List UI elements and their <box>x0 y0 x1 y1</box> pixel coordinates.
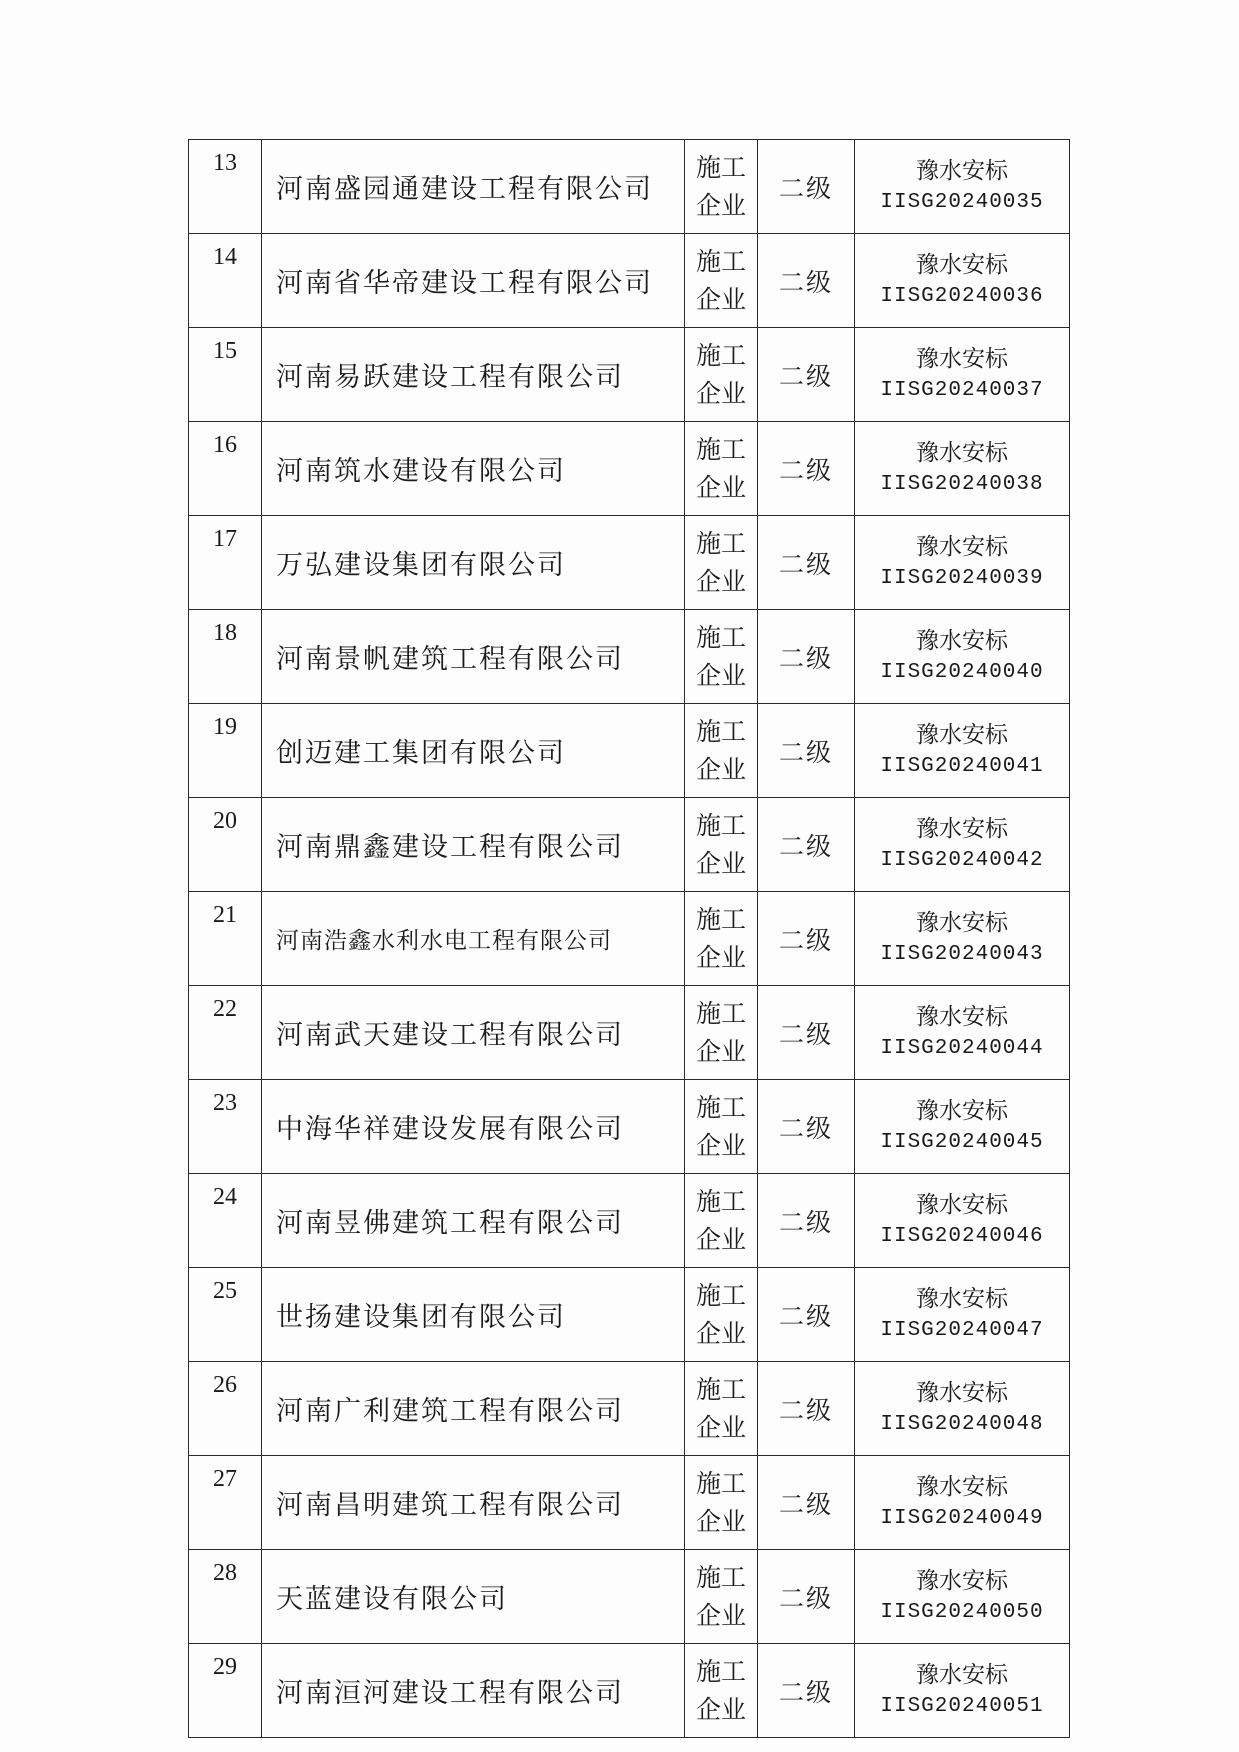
certificate-code: IISG20240050 <box>880 1600 1044 1624</box>
certificate-code: IISG20240040 <box>880 660 1044 684</box>
company-name: 创迈建工集团有限公司 <box>262 704 685 798</box>
enterprise-type-line2: 企业 <box>695 190 746 220</box>
row-number: 18 <box>189 610 262 704</box>
table-row <box>189 1362 1070 1456</box>
grade-level: 二级 <box>758 516 855 610</box>
grade-level: 二级 <box>758 140 855 234</box>
row-number: 28 <box>189 1550 262 1644</box>
company-name: 河南昱佛建筑工程有限公司 <box>262 1174 685 1268</box>
certificate-number <box>855 704 1070 798</box>
certificate-code: IISG20240035 <box>880 190 1044 214</box>
row-number: 16 <box>189 422 262 516</box>
enterprise-type-line2: 企业 <box>695 754 746 784</box>
certificate-prefix: 豫水安标 <box>916 157 1008 184</box>
company-name: 河南易跃建设工程有限公司 <box>262 328 685 422</box>
table-row <box>189 140 1070 234</box>
certificate-code: IISG20240041 <box>880 754 1044 778</box>
row-number: 29 <box>189 1644 262 1738</box>
certificate-prefix: 豫水安标 <box>916 345 1008 372</box>
table-row <box>189 1456 1070 1550</box>
certificate-code: IISG20240051 <box>880 1694 1044 1718</box>
company-name: 河南盛园通建设工程有限公司 <box>262 140 685 234</box>
certificate-prefix: 豫水安标 <box>916 1379 1008 1406</box>
row-number: 22 <box>189 986 262 1080</box>
row-number: 14 <box>189 234 262 328</box>
enterprise-type-line1: 施工 <box>695 1280 746 1310</box>
enterprise-type <box>685 1268 758 1362</box>
certificate-code: IISG20240044 <box>880 1036 1044 1060</box>
grade-level: 二级 <box>758 234 855 328</box>
certificate-code: IISG20240036 <box>880 284 1044 308</box>
enterprise-type-line1: 施工 <box>695 716 746 746</box>
certificate-code: IISG20240043 <box>880 942 1044 966</box>
company-name: 河南筑水建设有限公司 <box>262 422 685 516</box>
enterprise-type-line2: 企业 <box>695 1130 746 1160</box>
certificate-number <box>855 1174 1070 1268</box>
grade-level: 二级 <box>758 1174 855 1268</box>
grade-level: 二级 <box>758 1362 855 1456</box>
row-number: 27 <box>189 1456 262 1550</box>
certificate-code: IISG20240046 <box>880 1224 1044 1248</box>
enterprise-table <box>188 139 1070 1738</box>
enterprise-type <box>685 1644 758 1738</box>
table-row <box>189 704 1070 798</box>
enterprise-type <box>685 798 758 892</box>
certificate-code: IISG20240047 <box>880 1318 1044 1342</box>
enterprise-type <box>685 516 758 610</box>
enterprise-type-line2: 企业 <box>695 942 746 972</box>
certificate-number <box>855 328 1070 422</box>
enterprise-type-line2: 企业 <box>695 1600 746 1630</box>
enterprise-type-line2: 企业 <box>695 566 746 596</box>
row-number: 15 <box>189 328 262 422</box>
grade-level: 二级 <box>758 704 855 798</box>
company-name: 世扬建设集团有限公司 <box>262 1268 685 1362</box>
certificate-code: IISG20240048 <box>880 1412 1044 1436</box>
table-row <box>189 1174 1070 1268</box>
certificate-prefix: 豫水安标 <box>916 627 1008 654</box>
grade-level: 二级 <box>758 610 855 704</box>
enterprise-type-line2: 企业 <box>695 1694 746 1724</box>
certificate-number <box>855 986 1070 1080</box>
enterprise-type-line1: 施工 <box>695 528 746 558</box>
row-number: 19 <box>189 704 262 798</box>
enterprise-type-line2: 企业 <box>695 1036 746 1066</box>
company-name: 河南武天建设工程有限公司 <box>262 986 685 1080</box>
enterprise-type-line1: 施工 <box>695 434 746 464</box>
enterprise-type-line1: 施工 <box>695 1562 746 1592</box>
certificate-prefix: 豫水安标 <box>916 1285 1008 1312</box>
enterprise-type-line2: 企业 <box>695 1224 746 1254</box>
enterprise-type <box>685 892 758 986</box>
row-number: 26 <box>189 1362 262 1456</box>
certificate-code: IISG20240045 <box>880 1130 1044 1154</box>
enterprise-type-line2: 企业 <box>695 1506 746 1536</box>
grade-level: 二级 <box>758 1644 855 1738</box>
table-row <box>189 234 1070 328</box>
enterprise-type <box>685 1362 758 1456</box>
row-number: 23 <box>189 1080 262 1174</box>
enterprise-type-line1: 施工 <box>695 904 746 934</box>
certificate-prefix: 豫水安标 <box>916 1191 1008 1218</box>
enterprise-type <box>685 1456 758 1550</box>
enterprise-type-line2: 企业 <box>695 284 746 314</box>
table-row <box>189 328 1070 422</box>
enterprise-type <box>685 1550 758 1644</box>
certificate-code: IISG20240037 <box>880 378 1044 402</box>
certificate-prefix: 豫水安标 <box>916 1097 1008 1124</box>
grade-level: 二级 <box>758 1456 855 1550</box>
enterprise-type-line1: 施工 <box>695 998 746 1028</box>
certificate-number <box>855 1268 1070 1362</box>
grade-level: 二级 <box>758 328 855 422</box>
company-name: 河南洹河建设工程有限公司 <box>262 1644 685 1738</box>
company-name: 河南鼎鑫建设工程有限公司 <box>262 798 685 892</box>
enterprise-type-line1: 施工 <box>695 1656 746 1686</box>
table-row <box>189 892 1070 986</box>
grade-level: 二级 <box>758 1080 855 1174</box>
row-number: 20 <box>189 798 262 892</box>
enterprise-type-line2: 企业 <box>695 472 746 502</box>
certificate-code: IISG20240038 <box>880 472 1044 496</box>
enterprise-type-line2: 企业 <box>695 660 746 690</box>
enterprise-type <box>685 704 758 798</box>
certificate-number <box>855 798 1070 892</box>
table-row <box>189 1550 1070 1644</box>
grade-level: 二级 <box>758 1550 855 1644</box>
grade-level: 二级 <box>758 986 855 1080</box>
grade-level: 二级 <box>758 422 855 516</box>
company-name: 河南浩鑫水利水电工程有限公司 <box>262 892 685 986</box>
table-row <box>189 1268 1070 1362</box>
enterprise-type-line1: 施工 <box>695 622 746 652</box>
certificate-code: IISG20240039 <box>880 566 1044 590</box>
certificate-number <box>855 140 1070 234</box>
certificate-prefix: 豫水安标 <box>916 533 1008 560</box>
enterprise-type-line1: 施工 <box>695 152 746 182</box>
company-name: 河南广利建筑工程有限公司 <box>262 1362 685 1456</box>
certificate-number <box>855 892 1070 986</box>
row-number: 17 <box>189 516 262 610</box>
enterprise-type <box>685 422 758 516</box>
company-name: 中海华祥建设发展有限公司 <box>262 1080 685 1174</box>
enterprise-type <box>685 1174 758 1268</box>
certificate-prefix: 豫水安标 <box>916 721 1008 748</box>
certificate-prefix: 豫水安标 <box>916 1661 1008 1688</box>
row-number: 21 <box>189 892 262 986</box>
row-number: 24 <box>189 1174 262 1268</box>
certificate-number <box>855 234 1070 328</box>
certificate-number <box>855 1550 1070 1644</box>
table-row <box>189 516 1070 610</box>
certificate-prefix: 豫水安标 <box>916 251 1008 278</box>
certificate-number <box>855 1080 1070 1174</box>
certificate-prefix: 豫水安标 <box>916 1003 1008 1030</box>
certificate-code: IISG20240049 <box>880 1506 1044 1530</box>
grade-level: 二级 <box>758 798 855 892</box>
enterprise-type-line2: 企业 <box>695 378 746 408</box>
table-row <box>189 1644 1070 1738</box>
certificate-number <box>855 1644 1070 1738</box>
certificate-number <box>855 422 1070 516</box>
enterprise-type-line2: 企业 <box>695 848 746 878</box>
company-name: 万弘建设集团有限公司 <box>262 516 685 610</box>
table-row <box>189 1080 1070 1174</box>
certificate-code: IISG20240042 <box>880 848 1044 872</box>
enterprise-type-line2: 企业 <box>695 1318 746 1348</box>
enterprise-type-line1: 施工 <box>695 1374 746 1404</box>
enterprise-type-line1: 施工 <box>695 1468 746 1498</box>
certificate-prefix: 豫水安标 <box>916 439 1008 466</box>
table-row <box>189 798 1070 892</box>
certificate-prefix: 豫水安标 <box>916 1473 1008 1500</box>
company-name: 河南昌明建筑工程有限公司 <box>262 1456 685 1550</box>
certificate-number <box>855 610 1070 704</box>
enterprise-type-line1: 施工 <box>695 340 746 370</box>
company-name: 河南景帆建筑工程有限公司 <box>262 610 685 704</box>
certificate-prefix: 豫水安标 <box>916 909 1008 936</box>
enterprise-type-line2: 企业 <box>695 1412 746 1442</box>
enterprise-type-line1: 施工 <box>695 810 746 840</box>
enterprise-type-line1: 施工 <box>695 1092 746 1122</box>
enterprise-type <box>685 986 758 1080</box>
enterprise-type-line1: 施工 <box>695 1186 746 1216</box>
enterprise-type <box>685 234 758 328</box>
enterprise-type <box>685 1080 758 1174</box>
table-row <box>189 610 1070 704</box>
certificate-number <box>855 1362 1070 1456</box>
grade-level: 二级 <box>758 892 855 986</box>
enterprise-type <box>685 610 758 704</box>
enterprise-type <box>685 328 758 422</box>
certificate-prefix: 豫水安标 <box>916 815 1008 842</box>
company-name: 河南省华帝建设工程有限公司 <box>262 234 685 328</box>
row-number: 13 <box>189 140 262 234</box>
company-name: 天蓝建设有限公司 <box>262 1550 685 1644</box>
table-row <box>189 422 1070 516</box>
row-number: 25 <box>189 1268 262 1362</box>
certificate-number <box>855 516 1070 610</box>
table-body <box>189 140 1070 1738</box>
certificate-prefix: 豫水安标 <box>916 1567 1008 1594</box>
certificate-number <box>855 1456 1070 1550</box>
enterprise-type-line1: 施工 <box>695 246 746 276</box>
grade-level: 二级 <box>758 1268 855 1362</box>
enterprise-type <box>685 140 758 234</box>
table-row <box>189 986 1070 1080</box>
